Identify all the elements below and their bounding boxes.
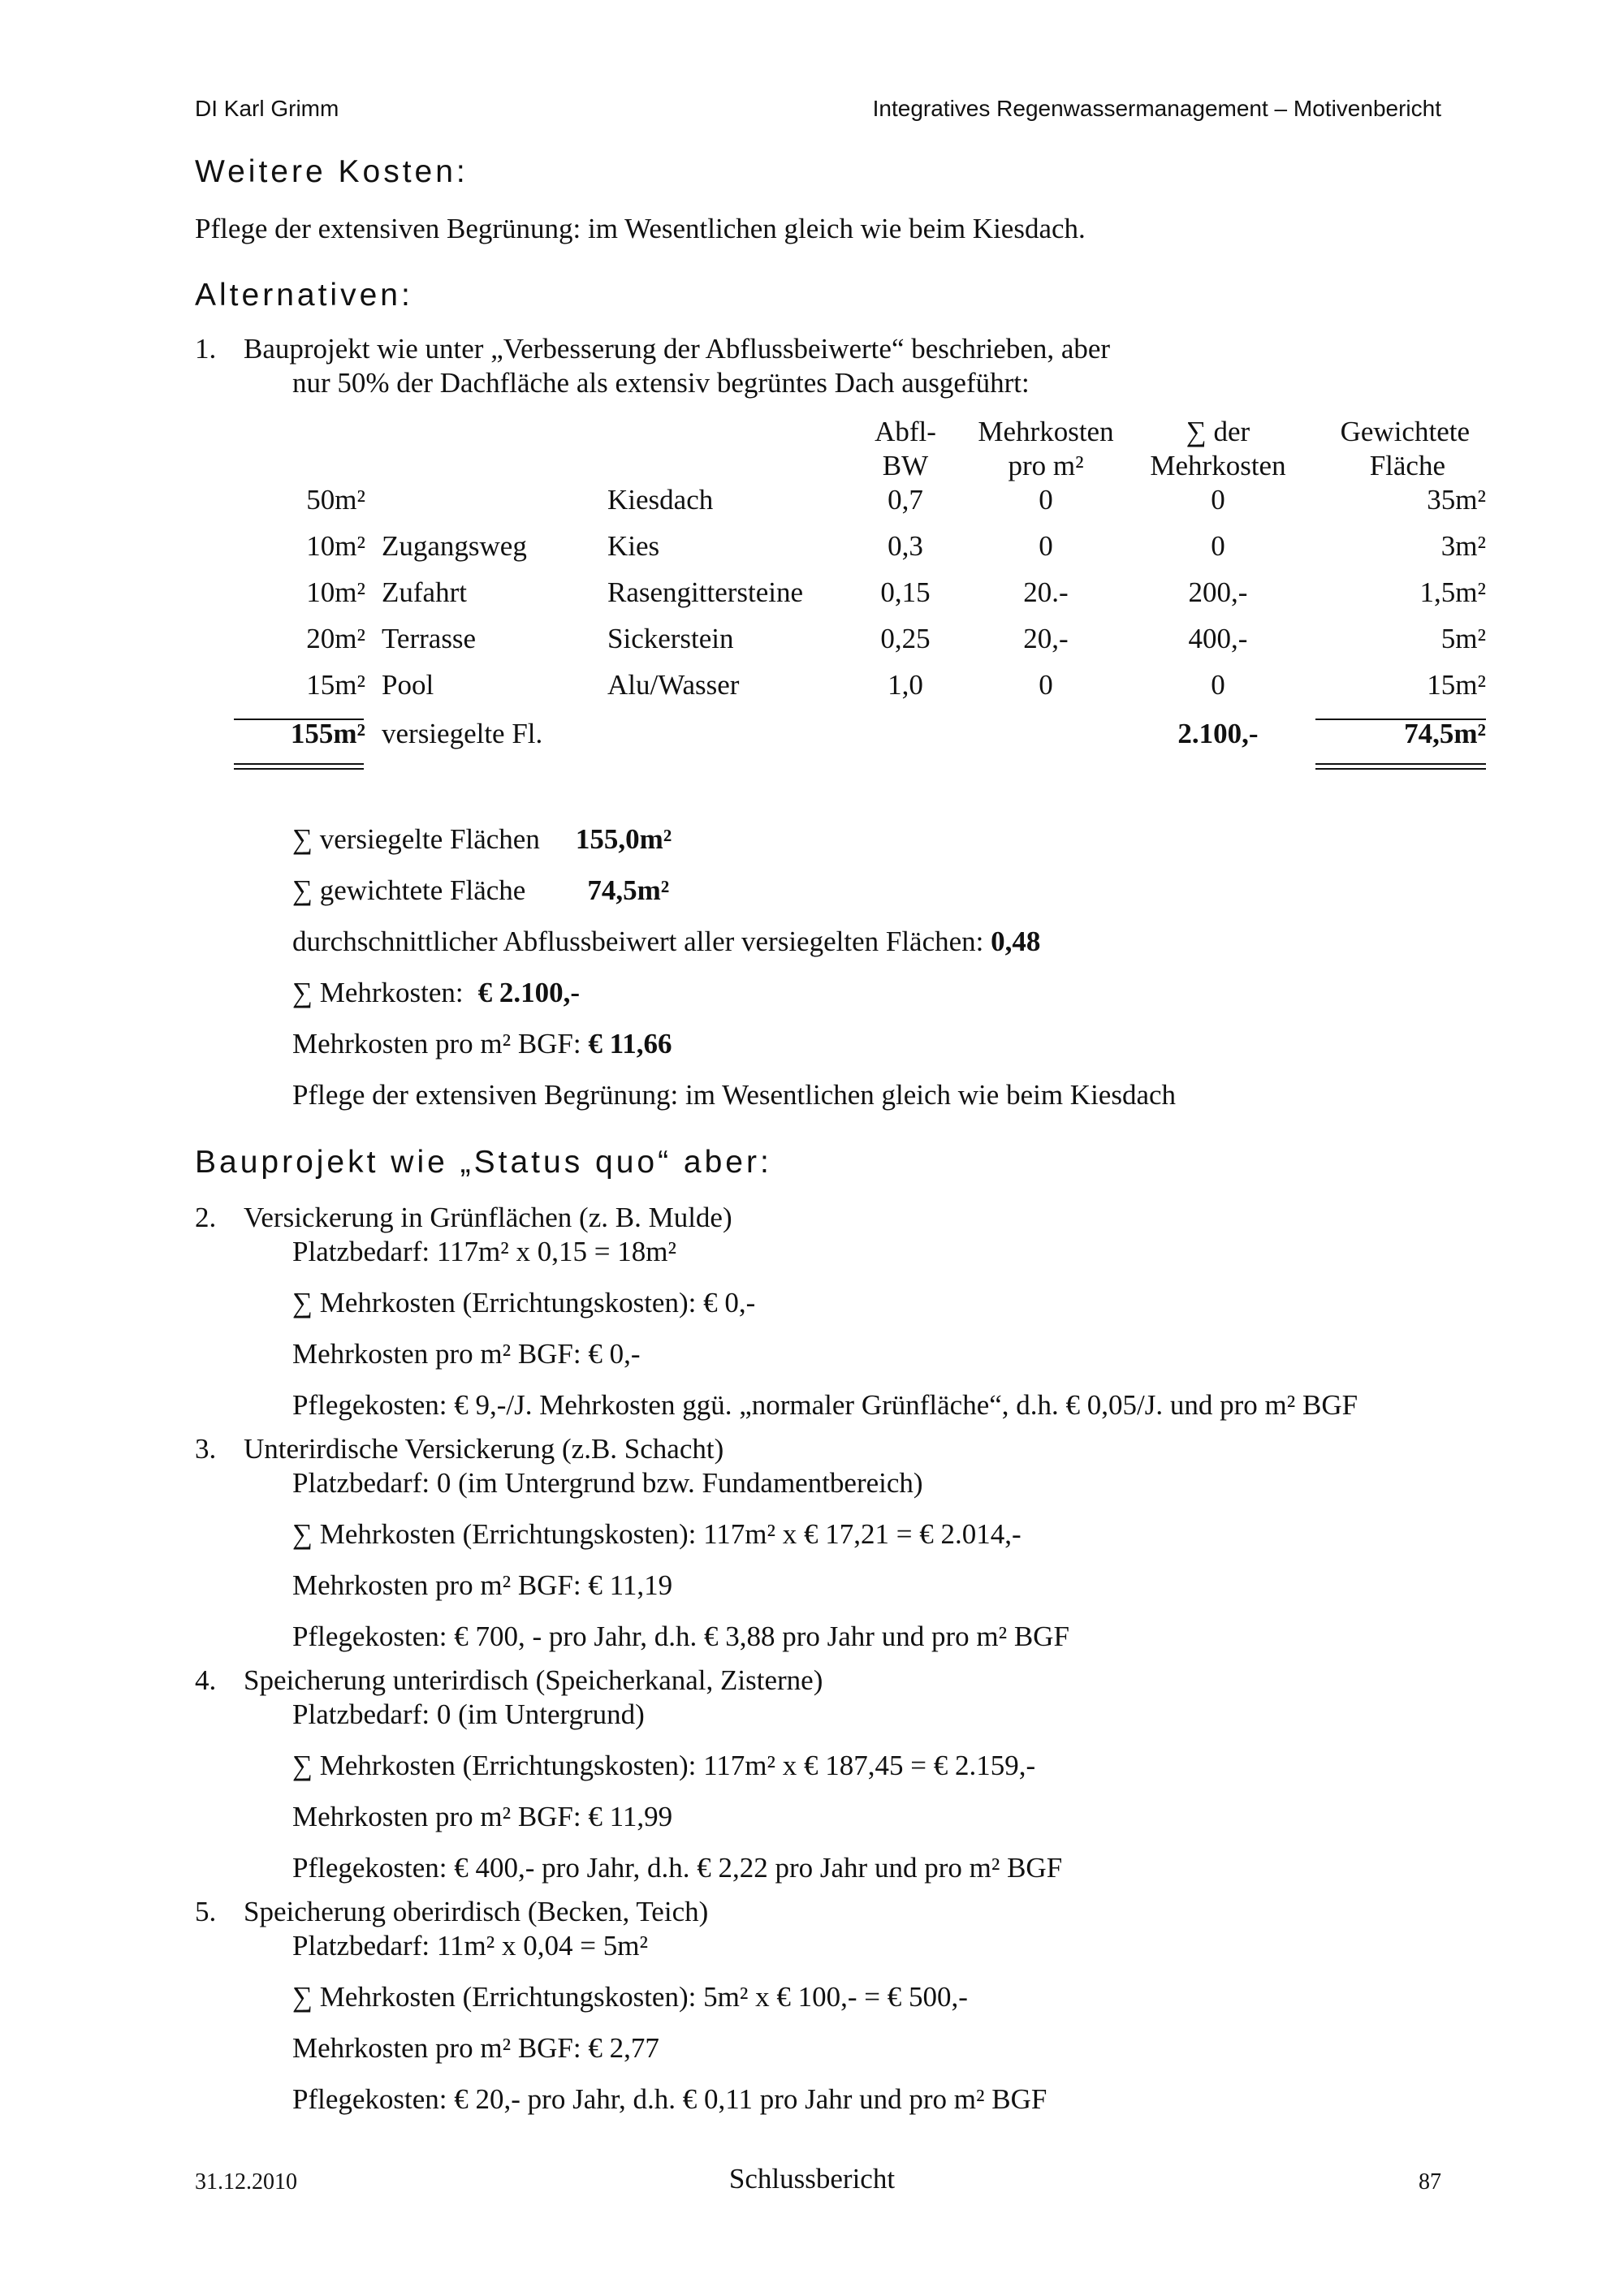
table-cell-summe: 200,- [1188,576,1248,608]
table-cell-type: Kiesdach [607,484,714,516]
item2-care: Pflegekosten: € 9,-/J. Mehrkosten ggü. „normaler Grünfläche“, d.h. € 0,05/J. und pro m² BGF [292,1389,1358,1421]
col-header-summe-2: Mehrkosten [1150,450,1286,481]
table-cell-summe: 0 [1211,484,1225,516]
summary-pflege: Pflege der extensiven Begrünung: im Wesentlichen gleich wie beim Kiesdach [292,1079,1177,1111]
table-cell-mehrkosten: 0 [1039,669,1053,701]
item3-space: Platzbedarf: 0 (im Untergrund bzw. Fundamentbereich) [292,1467,923,1499]
item4-space: Platzbedarf: 0 (im Untergrund) [292,1698,645,1730]
list-number-5: 5. [195,1896,217,1927]
table-cell-name: Pool [382,669,434,701]
list-number-2: 2. [195,1202,217,1233]
table-cell-type: Alu/Wasser [607,669,740,701]
summary-abflussbeiwert [292,926,1040,958]
footer-title: Schlussbericht [728,2163,896,2195]
item3-bgf: Mehrkosten pro m² BGF: € 11,19 [292,1569,673,1601]
item2-space: Platzbedarf: 117m² x 0,15 = 18m² [292,1236,676,1267]
summary-mehrkosten [292,977,580,1009]
table-cell-name: Zufahrt [382,576,467,608]
summary-versiegelt [292,823,672,856]
table-cell-abfl: 0,25 [880,623,931,654]
col-header-mehrkosten-2: pro m² [1008,450,1084,481]
list-number-1: 1. [195,333,217,365]
table-cell-summe: 0 [1211,530,1225,562]
item4-title: Speicherung unterirdisch (Speicherkanal, Zisterne) [244,1664,823,1696]
table-cell-type: Rasengittersteine [607,576,804,608]
item1-line1: Bauprojekt wie unter „Verbesserung der Abflussbeiwerte“ beschrieben, aber [244,333,1111,365]
total-double-rule-gew [1315,763,1486,770]
summary-gewichtet [292,874,669,907]
summary-gewichtet-label: ∑ gewichtete Fläche [292,874,526,906]
item3-care: Pflegekosten: € 700, - pro Jahr, d.h. € 3,88 pro Jahr und pro m² BGF [292,1621,1069,1652]
col-header-abfl: Abfl- [875,416,936,447]
item2-cost: ∑ Mehrkosten (Errichtungskosten): € 0,- [292,1287,756,1318]
summary-abflussbeiwert-value: 0,48 [991,926,1041,957]
table-cell-area: 50m² [306,484,365,516]
summary-mehrkosten-label: ∑ Mehrkosten: [292,977,464,1008]
item2-title: Versickerung in Grünflächen (z. B. Mulde) [244,1202,732,1233]
summary-versiegelt-value: 155,0m² [575,823,672,855]
summary-bgf-value: € 11,66 [588,1028,672,1060]
summary-gewichtet-value: 74,5m² [587,874,670,906]
col-header-summe: ∑ der [1186,416,1250,447]
heading-alternativen: Alternativen: [195,278,413,313]
table-cell-name: Zugangsweg [382,530,527,562]
item1-line2: nur 50% der Dachfläche als extensiv begrüntes Dach ausgeführt: [292,367,1030,399]
table-cell-mehrkosten: 20.- [1023,576,1069,608]
item5-care: Pflegekosten: € 20,- pro Jahr, d.h. € 0,11 pro Jahr und pro m² BGF [292,2083,1047,2115]
heading-status-quo: Bauprojekt wie „Status quo“ aber: [195,1145,772,1180]
table-total-gewichtet: 74,5m² [1404,718,1486,749]
table-cell-gewichtet: 1,5m² [1419,576,1486,608]
table-cell-summe: 400,- [1188,623,1248,654]
table-cell-area: 10m² [306,576,365,608]
table-cell-abfl: 1,0 [888,669,923,701]
col-header-mehrkosten: Mehrkosten [978,416,1114,447]
table-cell-summe: 0 [1211,669,1225,701]
col-header-flaeche: Fläche [1369,450,1445,481]
item4-bgf: Mehrkosten pro m² BGF: € 11,99 [292,1801,673,1832]
table-cell-area: 20m² [306,623,365,654]
item5-space: Platzbedarf: 11m² x 0,04 = 5m² [292,1930,648,1962]
header-title: Integratives Regenwassermanagement – Motivenbericht [872,96,1441,121]
table-cell-mehrkosten: 20,- [1023,623,1069,654]
item5-title: Speicherung oberirdisch (Becken, Teich) [244,1896,709,1927]
table-cell-name: Terrasse [382,623,477,654]
table-cell-abfl: 0,15 [880,576,931,608]
col-header-gewichtete: Gewichtete [1340,416,1470,447]
table-cell-type: Sickerstein [607,623,734,654]
table-cell-abfl: 0,7 [888,484,923,516]
table-cell-gewichtet: 3m² [1440,530,1486,562]
header-author: DI Karl Grimm [195,96,339,121]
total-double-rule-area [234,763,364,770]
item3-cost: ∑ Mehrkosten (Errichtungskosten): 117m² x € 17,21 = € 2.014,- [292,1518,1021,1550]
summary-versiegelt-label: ∑ versiegelte Flächen [292,823,540,855]
item4-cost: ∑ Mehrkosten (Errichtungskosten): 117m² x € 187,45 = € 2.159,- [292,1750,1036,1781]
heading-weitere-kosten: Weitere Kosten: [195,154,469,189]
table-cell-area: 10m² [306,530,365,562]
list-number-3: 3. [195,1433,217,1465]
summary-bgf [292,1028,672,1060]
table-cell-mehrkosten: 0 [1039,484,1053,516]
list-number-4: 4. [195,1664,217,1696]
item4-care: Pflegekosten: € 400,- pro Jahr, d.h. € 2,22 pro Jahr und pro m² BGF [292,1852,1063,1884]
item2-bgf: Mehrkosten pro m² BGF: € 0,- [292,1338,641,1370]
table-cell-gewichtet: 15m² [1427,669,1486,701]
item5-bgf: Mehrkosten pro m² BGF: € 2,77 [292,2032,659,2064]
table-cell-gewichtet: 5m² [1440,623,1486,654]
summary-abflussbeiwert-label: durchschnittlicher Abflussbeiwert aller versiegelten Flächen: [292,926,984,957]
table-cell-gewichtet: 35m² [1427,484,1486,516]
table-total-label: versiegelte Fl. [382,718,543,749]
item5-cost: ∑ Mehrkosten (Errichtungskosten): 5m² x € 100,- = € 500,- [292,1981,968,2013]
footer-page-number: 87 [1419,2169,1441,2195]
table-cell-type: Kies [607,530,660,562]
col-header-abfl-2: BW [882,450,929,481]
table-cell-mehrkosten: 0 [1039,530,1053,562]
footer-date: 31.12.2010 [195,2169,297,2195]
table-cell-area: 15m² [306,669,365,701]
item3-title: Unterirdische Versickerung (z.B. Schacht) [244,1433,724,1465]
table-cell-abfl: 0,3 [888,530,923,562]
table-total-summe: 2.100,- [1177,718,1259,749]
summary-bgf-label: Mehrkosten pro m² BGF: [292,1028,581,1060]
summary-mehrkosten-value: € 2.100,- [477,977,581,1008]
table-total-area: 155m² [290,718,365,749]
paragraph-pflege: Pflege der extensiven Begrünung: im Wesentlichen gleich wie beim Kiesdach. [195,213,1086,244]
